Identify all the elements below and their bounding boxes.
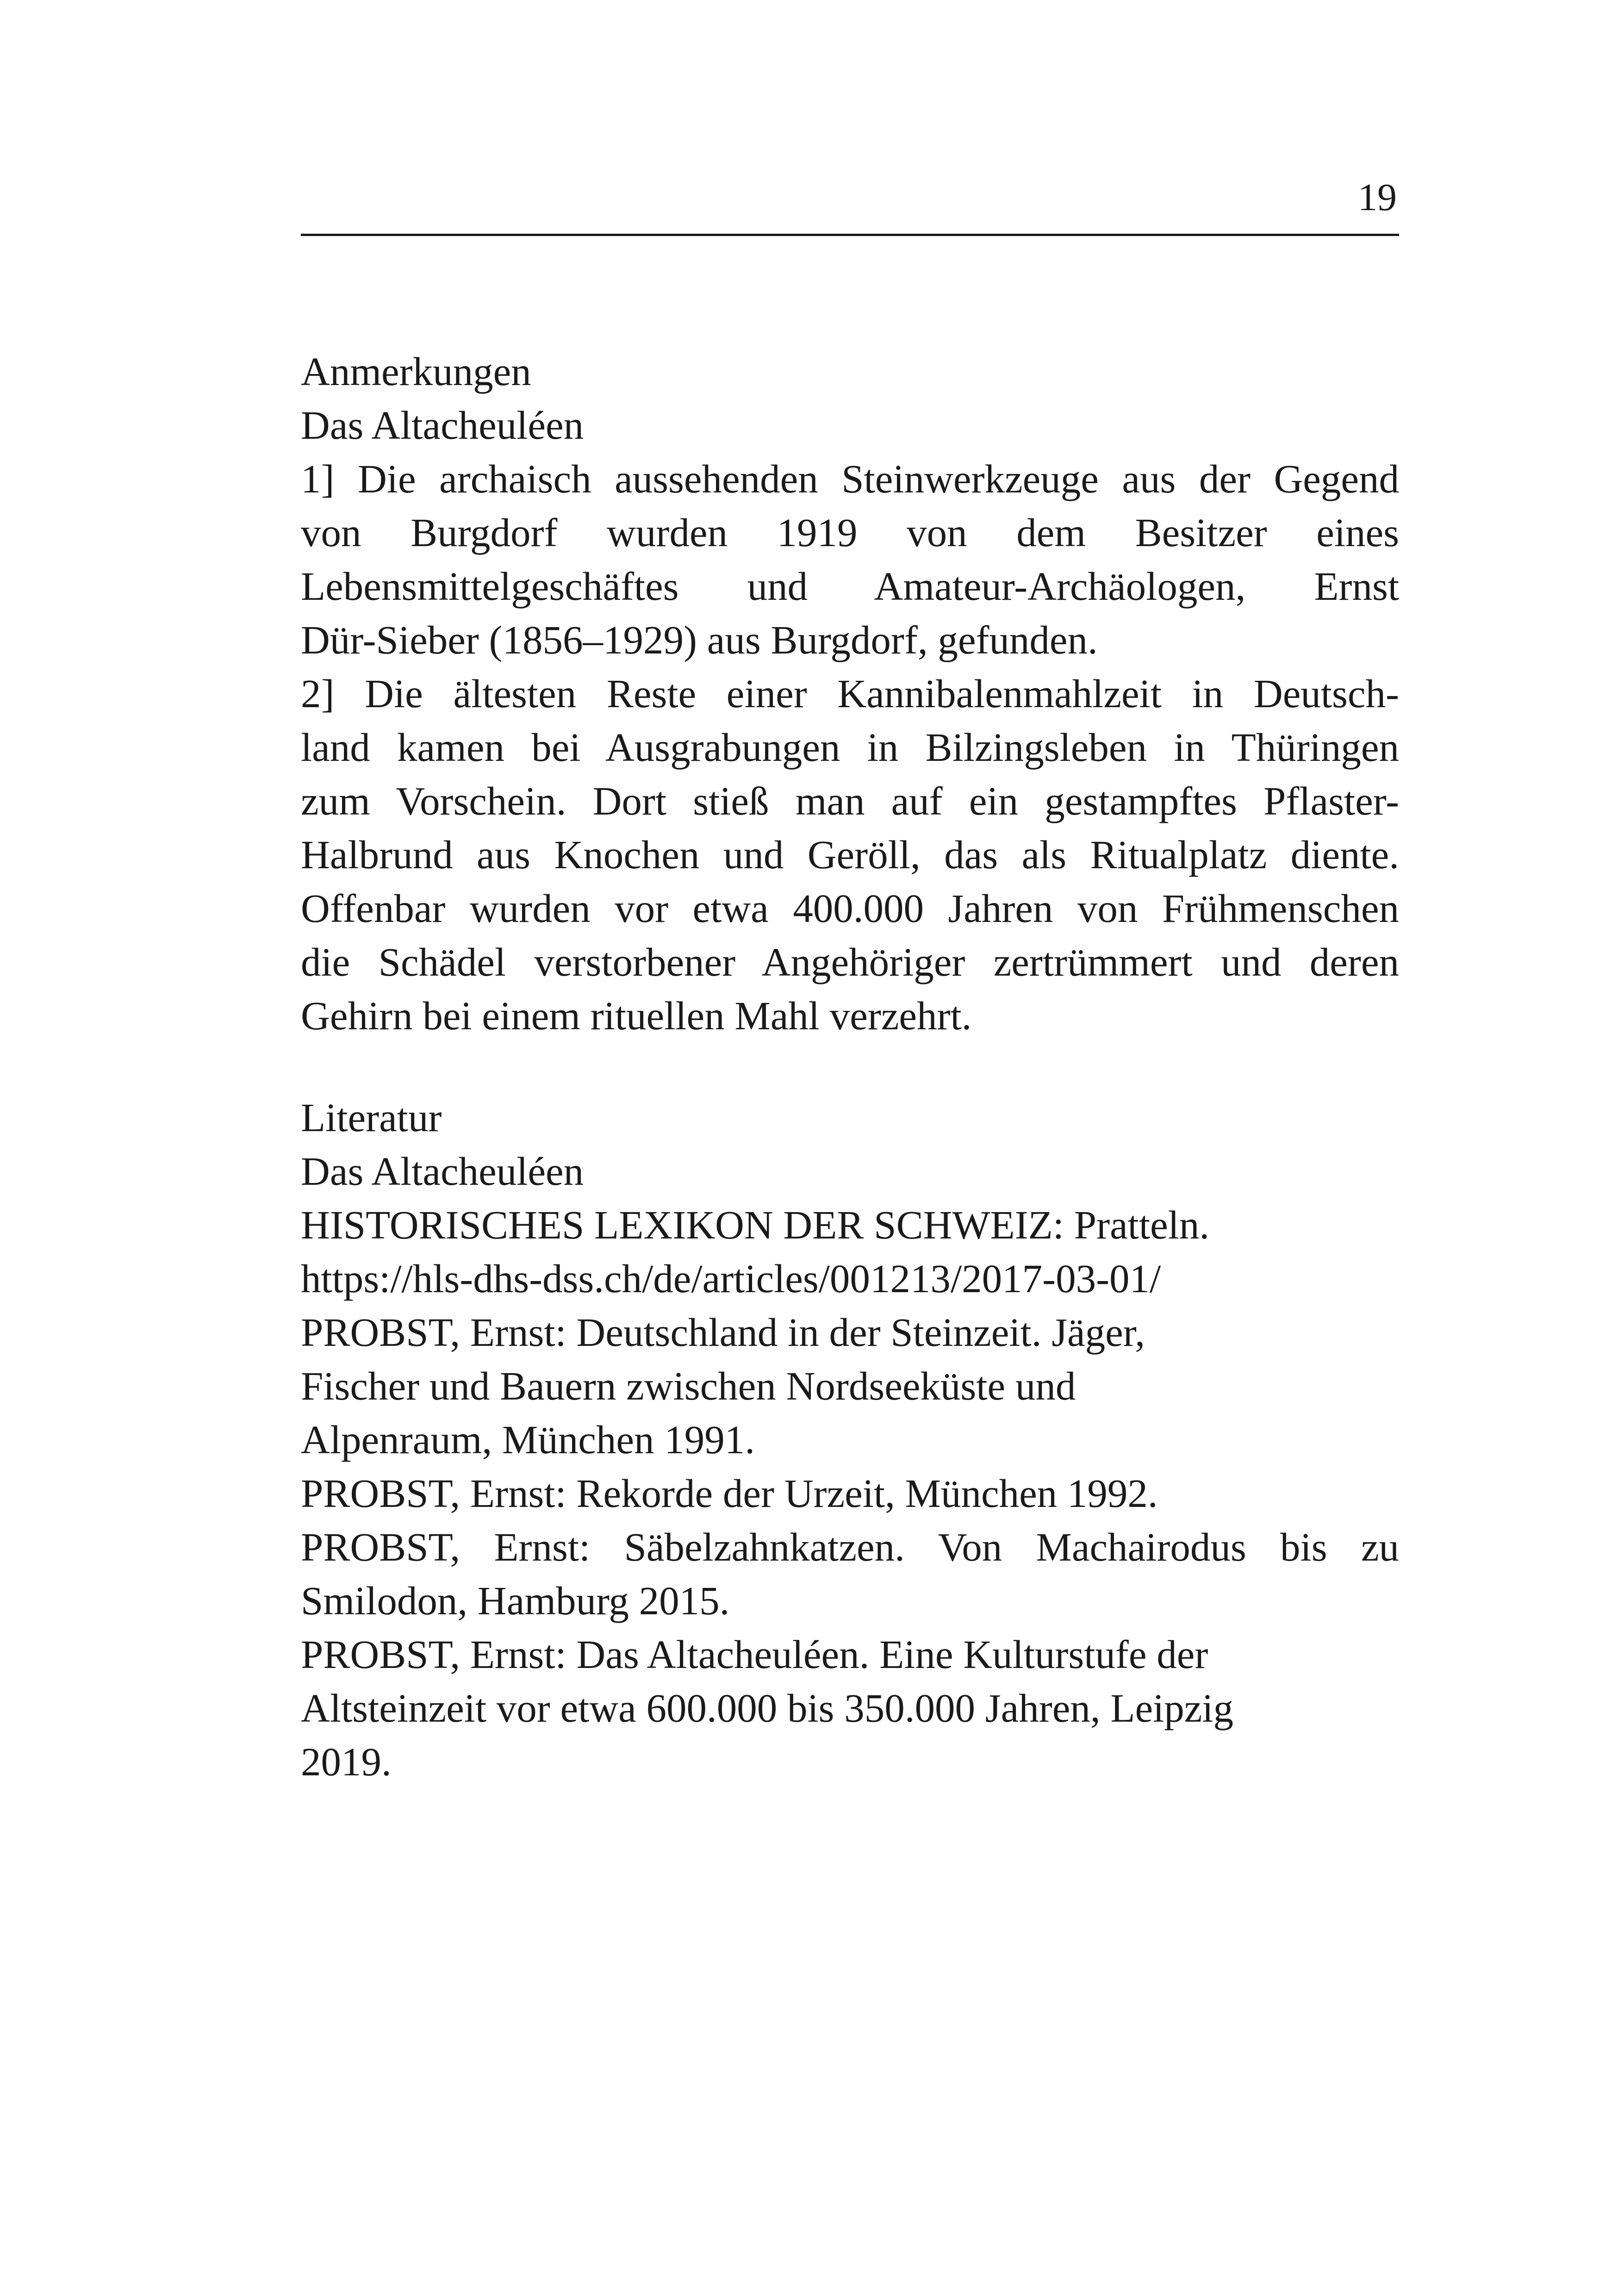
notes-line: Offenbar wurden vor etwa 400.000 Jahren von Frühmenschen [301,886,1399,931]
literature-line: HISTORISCHES LEXIKON DER SCHWEIZ: Pratteln. [301,1202,1210,1247]
notes-heading: Anmerkungen [301,349,531,394]
notes-subheading: Das Altacheuléen [301,403,584,448]
literature-line: PROBST, Ernst: Rekorde der Urzeit, München 1992. [301,1471,1158,1516]
literature-line: PROBST, Ernst: Säbelzahnkatzen. Von Machairodus bis zu [301,1524,1399,1569]
notes-line: von Burgdorf wurden 1919 von dem Besitzer eines [301,510,1399,555]
literature-line: 2019. [301,1739,392,1784]
notes-line: Gehirn bei einem rituellen Mahl verzehrt. [301,993,972,1038]
literature-subheading: Das Altacheuléen [301,1149,584,1194]
literature-line: PROBST, Ernst: Deutschland in der Steinzeit. Jäger, [301,1310,1145,1355]
literature-line: PROBST, Ernst: Das Altacheuléen. Eine Kulturstufe der [301,1632,1208,1677]
notes-line: land kamen bei Ausgrabungen in Bilzingsleben in Thüringen [301,725,1399,770]
literature-line: Alpenraum, München 1991. [301,1417,755,1462]
page-number: 19 [1358,176,1397,219]
literature-heading: Literatur [301,1095,442,1140]
notes-line: Lebensmittelgeschäftes und Amateur-Archäologen, Ernst [301,564,1399,609]
notes-line: 2] Die ältesten Reste einer Kannibalenmahlzeit in Deutsch- [301,671,1399,716]
notes-line: 1] Die archaisch aussehenden Steinwerkzeuge aus der Gegend [301,456,1399,501]
literature-line: Altsteinzeit vor etwa 600.000 bis 350.000 Jahren, Leipzig [301,1686,1234,1730]
notes-line: zum Vorschein. Dort stieß man auf ein gestampftes Pflaster- [301,778,1399,823]
notes-line: die Schädel verstorbener Angehöriger zertrümmert und deren [301,940,1399,984]
literature-line: Fischer und Bauern zwischen Nordseeküste und [301,1363,1076,1408]
literature-section [301,1091,1399,1789]
notes-line: Dür-Sieber (1856–1929) aus Burgdorf, gefunden. [301,617,1098,662]
header-rule [301,234,1399,236]
notes-line: Halbrund aus Knochen und Geröll, das als Ritualplatz diente. [301,832,1399,877]
notes-section [301,345,1399,1043]
literature-line: Smilodon, Hamburg 2015. [301,1578,730,1623]
literature-url[interactable]: https://hls-dhs-dss.ch/de/articles/001213/2017-03-01/ [301,1256,1161,1301]
